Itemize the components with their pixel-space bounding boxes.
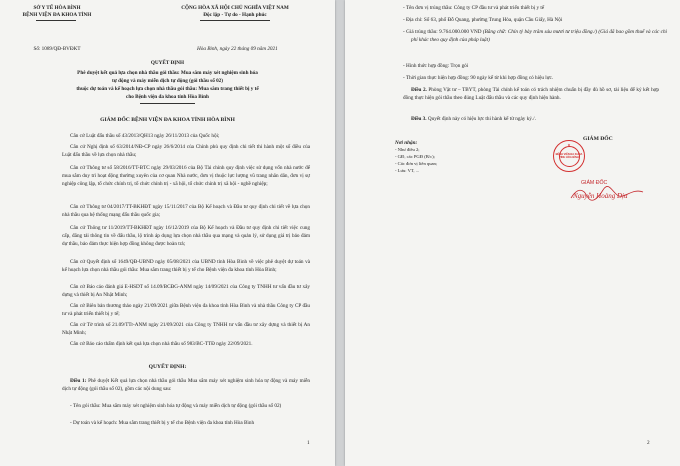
basis-2: Căn cứ Nghị định số 63/2014/NĐ-CP ngày 26/6/2014 của Chính phủ quy định chi tiết thi hành một số điều của Luật đấu thầu về lựa chọn nhà thầu; bbox=[62, 144, 310, 159]
subject-underline bbox=[140, 103, 195, 104]
winner-address: - Địa chỉ: Số 63, phố Đỗ Quang, phường Trung Hòa, quận Cầu Giấy, Hà Nội bbox=[403, 17, 563, 23]
contract-type: - Hình thức hợp đồng: Trọn gói bbox=[403, 63, 469, 69]
national-motto: Độc lập - Tự do - Hạnh phúc bbox=[203, 12, 267, 18]
basis-3: Căn cứ Thông tư số 58/2016/TT-BTC ngày 29/03/2016 của Bộ Tài chính quy định việc sử dụng vốn nhà nước để mua sắm duy trì hoạt động thường xuyên của cơ quan Nhà nước, đơn vị thuộc lực lượng vũ trang nhân dân, đơn vị sự nghiệp công lập, tổ chức chính trị, tổ chức chính trị - xã hội, tổ chức chính trị xã hội - nghề nghiệp; bbox=[62, 165, 310, 188]
recipient-2: - GĐ, các PGĐ (B/c); bbox=[395, 154, 435, 159]
document-page-2 bbox=[345, 0, 680, 466]
basis-7: Căn cứ Báo cáo đánh giá E-HSDT số 14.09/BCĐG-ANM ngày 14/09/2021 của Công ty TNHH tư vấn đầu tư xây dựng và thiết bị An Nhật Minh; bbox=[62, 284, 310, 299]
country-name: CỘNG HÒA XÃ HỘI CHỦ NGHĨA VIỆT NAM bbox=[181, 5, 289, 11]
subject-line-1: Phê duyệt kết quả lựa chọn nhà thầu gói thầu: Mua sắm máy xét nghiệm sinh hóa bbox=[77, 70, 258, 76]
basis-4: Căn cứ Thông tư 04/2017/TT-BKHĐT ngày 15/11/2017 của Bộ Kế hoạch và Đầu tư quy định chi tiết về lựa chọn nhà thầu qua hệ thống mạng đấu thầu quốc gia; bbox=[62, 204, 310, 219]
motto-underline bbox=[200, 20, 270, 21]
subject-line-2: tự động và máy miễn dịch tự động (gói thầu số 02) bbox=[112, 78, 223, 84]
winner-name: - Tên đơn vị trúng thầu: Công ty CP đầu tư và phát triển thiết bị y tế bbox=[403, 5, 545, 11]
recipient-3: - Các đơn vị liên quan; bbox=[395, 161, 438, 166]
seal-text: BỆNH VIỆN ĐA KHOA TỈNH HÒA BÌNH bbox=[555, 153, 583, 159]
contract-price-words: (Bằng chữ: Chín tỷ bảy trăm sáu mươi tư triệu đồng./) (Giá đã bao gồm thuế và các chi phí khác theo quy định của pháp luật) bbox=[411, 29, 667, 44]
basis-6: Căn cứ Quyết định số 1649/QĐ-UBND ngày 05/08/2021 của UBND tỉnh Hòa Bình về việc phê duyệt dự toán và kế hoạch lựa chọn nhà thầu gói thầu: Mua sắm trang thiết bị y tế cho Bệnh viện đa khoa tỉnh Hòa Bình; bbox=[62, 259, 310, 274]
basis-1: Căn cứ Luật đấu thầu số 43/2013/QH13 ngày 26/11/2013 của Quốc hội; bbox=[70, 133, 220, 139]
page-number-1: 1 bbox=[307, 440, 310, 446]
document-page-1 bbox=[0, 0, 335, 466]
bullet-2: - Dự toán và kế hoạch: Mua sắm trang thiết bị y tế cho Bệnh viện đa khoa tỉnh Hòa Bình bbox=[70, 420, 255, 426]
contract-duration-text: Thời gian thực hiện hợp đồng: 90 ngày kể từ khi hợp đồng có hiệu lực. bbox=[405, 75, 554, 81]
document-number: Số: 1089/QĐ-BVĐKT bbox=[33, 46, 81, 52]
contract-duration: - Thời gian thực hiện hợp đồng: 90 ngày kể từ khi hợp đồng có hiệu lực. bbox=[403, 75, 554, 81]
bullet-2-text: Dự toán và kế hoạch: Mua sắm trang thiết bị y tế cho Bệnh viện đa khoa tỉnh Hòa Bình bbox=[73, 420, 255, 426]
winner-address-text: Địa chỉ: Số 63, phố Đỗ Quang, phường Trung Hòa, quận Cầu Giấy, Hà Nội bbox=[406, 17, 563, 23]
signer-name: Nguyễn Hoàng Dịu bbox=[573, 192, 628, 200]
recipient-4: - Lưu: VT, ... bbox=[395, 168, 420, 173]
subject-line-3: thuộc dự toán và kế hoạch lựa chọn nhà thầu gói thầu: Mua sắm trang thiết bị y tế bbox=[76, 86, 259, 92]
ministry-name: SỞ Y TẾ HÒA BÌNH bbox=[33, 5, 81, 11]
bullet-1-text: Tên gói thầu: Mua sắm máy xét nghiệm sinh hóa tự động và máy miễn dịch tự động (gói thầu số 02) bbox=[72, 403, 282, 409]
recipients-title: Nơi nhận: bbox=[395, 140, 418, 146]
place-date: Hòa Bình, ngày 22 tháng 09 năm 2021 bbox=[197, 46, 278, 52]
decision-subheading: QUYẾT ĐỊNH: bbox=[148, 364, 187, 370]
basis-10: Căn cứ Báo cáo thẩm định kết quả lựa chọn nhà thầu số 983/BC-TTĐ ngày 22/09/2021. bbox=[70, 341, 253, 347]
article-1-text: Phê duyệt Kết quả lựa chọn nhà thầu gói thầu Mua sắm máy xét nghiệm sinh hóa tự động và máy miễn dịch tự động (gói thầu số 02), gồm các nội dung sau: bbox=[62, 378, 310, 393]
bullet-1: - Tên gói thầu: Mua sắm máy xét nghiệm sinh hóa tự động và máy miễn dịch tự động (gói thầu số 02) bbox=[70, 403, 282, 409]
hospital-seal: ★ BỆNH VIỆN ĐA KHOA TỈNH HÒA BÌNH bbox=[553, 140, 585, 172]
decision-heading: QUYẾT ĐỊNH bbox=[150, 60, 185, 66]
basis-8: Căn cứ Biên bản thương thảo ngày 21/09/2021 giữa Bệnh viện đa khoa tỉnh Hòa Bình và nhà thầu Công ty CP đầu tư và phát triển thiết bị y tế; bbox=[62, 303, 310, 318]
director-title: GIÁM ĐỐC BỆNH VIỆN ĐA KHOA TỈNH HÒA BÌNH bbox=[100, 117, 235, 123]
article-3-label: Điều 3. bbox=[411, 116, 427, 122]
contract-type-text: Hình thức hợp đồng: Trọn gói bbox=[406, 63, 469, 69]
signer-title-stamp: GIÁM ĐỐC bbox=[581, 180, 608, 186]
article-2 bbox=[403, 86, 659, 102]
contract-price: - Giá trúng thầu: 9.764.000.000 VND (Bằng chữ: Chín tỷ bảy trăm sáu mươi tư triệu đồng./) (Giá đã bao gồm thuế và các chi phí khác theo quy định của pháp luật) bbox=[403, 29, 667, 44]
article-2-label: Điều 2. bbox=[411, 87, 427, 93]
signer-title-typed: GIÁM ĐỐC bbox=[583, 136, 613, 142]
header-underline bbox=[36, 20, 76, 21]
hospital-name: BỆNH VIỆN ĐA KHOA TỈNH bbox=[22, 12, 92, 18]
article-3 bbox=[403, 115, 659, 123]
article-1 bbox=[62, 377, 310, 393]
article-1-label: Điều 1: bbox=[70, 378, 87, 384]
basis-9: Căn cứ Tờ trình số 21.09/TTr-ANM ngày 21/09/2021 của Công ty TNHH tư vấn đầu tư xây dựng và thiết bị An Nhật Minh; bbox=[62, 322, 310, 337]
contract-price-value: Giá trúng thầu: 9.764.000.000 VND bbox=[406, 29, 482, 35]
subject-line-4: cho Bệnh viện đa khoa tỉnh Hòa Bình bbox=[126, 94, 209, 100]
basis-5: Căn cứ Thông tư 11/2019/TT-BKHĐT ngày 16/12/2019 của Bộ Kế hoạch và Đầu tư quy định chi tiết việc cung cấp, đăng tải thông tin về đấu thầu, lộ trình áp dụng lựa chọn nhà thầu qua mạng và quản lý, sử dụng giá trị bảo đảm dự thầu, bảo đảm thực hiện hợp đồng không được hoàn trả; bbox=[62, 225, 310, 248]
page-number-2: 2 bbox=[647, 440, 650, 446]
article-3-text: Quyết định này có hiệu lực thi hành kể từ ngày ký./. bbox=[427, 116, 536, 122]
recipient-1: - Như điều 2; bbox=[395, 147, 420, 152]
article-2-text: Phòng Vật tư – TBYT, phòng Tài chính kế toán có trách nhiệm chuẩn bị đầy đủ hồ sơ, tài liệu để ký kết hợp đồng thực hiện gói thầu theo đúng Luật đấu thầu và các quy định hiện hành. bbox=[403, 87, 660, 102]
winner-name-text: Tên đơn vị trúng thầu: Công ty CP đầu tư và phát triển thiết bị y tế bbox=[405, 5, 545, 11]
